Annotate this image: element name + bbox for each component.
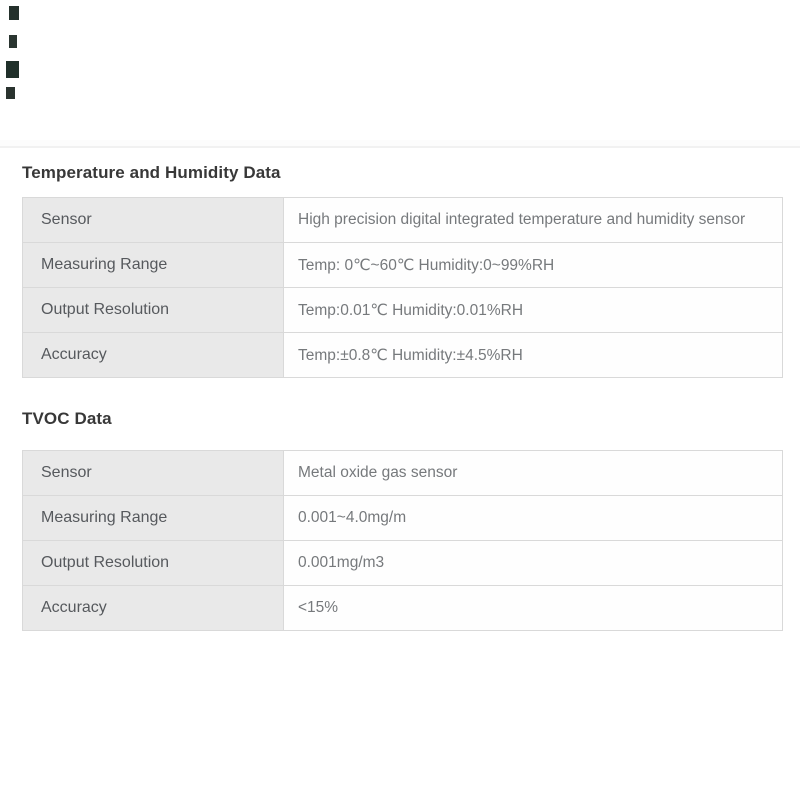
table-row — [23, 451, 783, 496]
spec-value-measuring-range: Temp: 0℃~60℃ Humidity:0~99%RH — [284, 243, 783, 288]
spec-label-output-resolution: Output Resolution — [23, 541, 284, 586]
spec-label-measuring-range: Measuring Range — [23, 243, 284, 288]
spec-value-measuring-range: 0.001~4.0mg/m — [284, 496, 783, 541]
top-divider-line — [0, 140, 800, 148]
table-row — [23, 198, 783, 243]
section-title-tvoc: TVOC Data — [22, 409, 112, 428]
spec-value-sensor: High precision digital integrated temperature and humidity sensor — [284, 198, 783, 243]
table-row — [23, 243, 783, 288]
thumbnail-fragment — [6, 87, 15, 99]
spec-value-sensor: Metal oxide gas sensor — [284, 451, 783, 496]
thumbnail-fragment — [9, 35, 17, 48]
table-row — [23, 333, 783, 378]
spec-value-output-resolution: Temp:0.01℃ Humidity:0.01%RH — [284, 288, 783, 333]
spec-value-accuracy: <15% — [284, 586, 783, 631]
spec-label-sensor: Sensor — [23, 198, 284, 243]
temperature-humidity-spec-table — [22, 197, 783, 378]
table-row — [23, 541, 783, 586]
thumbnail-fragment — [6, 61, 19, 78]
spec-label-accuracy: Accuracy — [23, 333, 284, 378]
tvoc-spec-table — [22, 450, 783, 631]
spec-label-output-resolution: Output Resolution — [23, 288, 284, 333]
spec-value-output-resolution: 0.001mg/m3 — [284, 541, 783, 586]
spec-value-accuracy: Temp:±0.8℃ Humidity:±4.5%RH — [284, 333, 783, 378]
section-title-temperature-humidity: Temperature and Humidity Data — [22, 163, 281, 182]
table-row — [23, 586, 783, 631]
thumbnail-fragment — [9, 6, 19, 20]
table-row — [23, 288, 783, 333]
table-row — [23, 496, 783, 541]
spec-label-accuracy: Accuracy — [23, 586, 284, 631]
spec-label-sensor: Sensor — [23, 451, 284, 496]
spec-label-measuring-range: Measuring Range — [23, 496, 284, 541]
